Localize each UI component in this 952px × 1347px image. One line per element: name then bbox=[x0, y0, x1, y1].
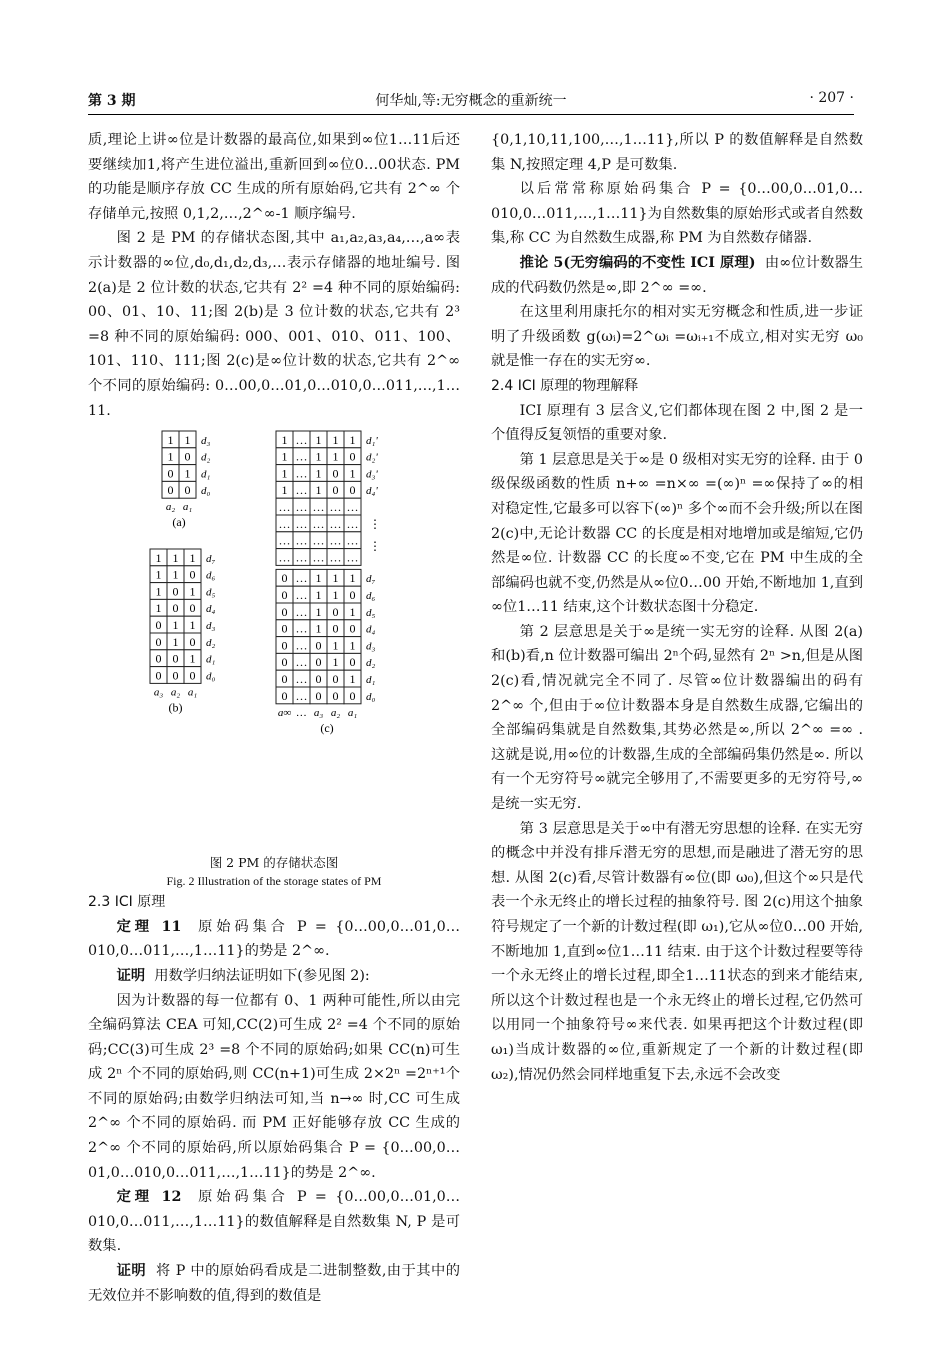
fig-c-cell-value: 0 bbox=[315, 688, 322, 703]
fig-b-cell-value: 0 bbox=[189, 668, 196, 683]
figure-2 bbox=[88, 427, 460, 852]
fig-c-cell-value: 1 bbox=[281, 483, 288, 498]
fig-c-cell-value: 1 bbox=[349, 638, 356, 653]
fig-c-dots-cell-value: … bbox=[329, 500, 342, 515]
issue-number: 第 3 期 bbox=[88, 93, 136, 109]
fig-c-cell-value: 0 bbox=[332, 483, 339, 498]
fig-c-dots-cell-value: … bbox=[329, 533, 342, 548]
fig-c-cell-value: 0 bbox=[349, 483, 356, 498]
fig-c-cell-value: 1 bbox=[349, 432, 356, 447]
paragraph: {0,1,10,11,100,…,1…11},所以 P 的数值解释是自然数集 N,按照定理 4,P 是可数集. bbox=[491, 132, 863, 173]
proof-text: 将 P 中的原始码看成是二进制整数,由于其中的无效位并不影响数的值,得到的数值是 bbox=[88, 1263, 461, 1304]
fig-c-cell-value: 0 bbox=[281, 621, 288, 636]
fig-c-dots-cell-value: … bbox=[278, 533, 291, 548]
fig-b-address: d₅ bbox=[206, 586, 216, 599]
fig-c-cell-value: … bbox=[295, 688, 308, 703]
page-number: · 207 · bbox=[809, 90, 854, 106]
fig-b-cell-value: 1 bbox=[155, 584, 162, 599]
fig-c-address: d₂ bbox=[366, 657, 376, 670]
paragraph: 图 2 是 PM 的存储状态图,其中 a₁,a₂,a₃,a₄,…,a∞表示计数器的∞位,d₀,d₁,d₂,d₃,…表示存储器的地址编号. 图 2(a)是 2 位计数的状态,它共有 2² =4 种不同的原始编码: 00、01、10、11;图 2(b)是 3 位计数的状态,它共有 2³ =8 种不同的原始编码: 000、001、010、011、100、101、110、111;图 2(c)是∞位计数的状态,它共有 2^∞ 个不同的原始编码: 0…00,0…01,0…010,0…011,…,1…11. bbox=[88, 230, 460, 419]
fig-c-address: d₇ bbox=[366, 573, 376, 586]
fig-c-cell-value: 1 bbox=[349, 672, 356, 687]
fig-c-address: d₃ bbox=[366, 640, 376, 653]
fig-b-cell-value: 1 bbox=[172, 567, 179, 582]
fig-c-cell-value: 1 bbox=[349, 466, 356, 481]
header-rule bbox=[88, 114, 854, 115]
fig-c-dots-cell-value: … bbox=[312, 533, 325, 548]
right-column bbox=[491, 128, 863, 1087]
fig-a-address: d₃ bbox=[201, 434, 211, 447]
fig-a-address: d₀ bbox=[201, 485, 211, 498]
fig-c-cell-value: 0 bbox=[281, 571, 288, 586]
fig-c-cell-value: 0 bbox=[332, 688, 339, 703]
fig-c-cell-value: 1 bbox=[315, 571, 322, 586]
fig-a-cell-value: 0 bbox=[184, 483, 191, 498]
fig-b-cell-value: 0 bbox=[155, 618, 162, 633]
storage-state-diagram bbox=[88, 427, 460, 852]
fig-c-dots-cell-value: … bbox=[295, 500, 308, 515]
theorem-text: 原始码集合 P = {0…00,0…01,0…010,0…011,…,1…11}的数值解释是自然数集 N, P 是可数集. bbox=[88, 1189, 461, 1255]
fig-b-address: d₇ bbox=[206, 552, 216, 565]
figure-caption: 图 2 PM 的存储状态图 bbox=[209, 855, 339, 871]
fig-c-dots-cell-value: … bbox=[312, 550, 325, 565]
fig-b-cell-value: 0 bbox=[189, 634, 196, 649]
paragraph: 第 3 层意思是关于∞中有潜无穷思想的诠释. 在实无穷的概念中并没有排斥潜无穷的思想,而是融进了潜无穷的思想. 从图 2(c)看,尽管计数器有∞位(即 ω₀),但这个∞只是代表一个永无终止的增长过程的抽象符号. 图 2(c)用这个抽象符号规定了一个新的计数过程(即 ω₁),它从∞位0…00 开始,不断地加 1,直到∞位1…11 结束. 由于这个计数过程要等待一个永无终止的增长过程,即全1…11状态的到来才能结束,所以这个计数过程也是一个永无终止的增长过程,它仍然可以用同一个抽象符号∞来代表. 如果再把这个计数过程(即 ω₁)当成计数器的∞位,重新规定了一个新的计数过程(即 ω₂),情况仍然会同样地重复下去,永远不会改变 bbox=[491, 820, 863, 1083]
fig-c-vertical-dots: ⋮ bbox=[369, 539, 381, 554]
proof-label: 证明 bbox=[116, 967, 146, 984]
paragraph: 质,理论上讲∞位是计数器的最高位,如果到∞位1…11后还要继续加1,将产生进位溢出,重新回到∞位0…00状态. PM 的功能是顺序存放 CC 生成的所有原始码,它共有 2^∞ 个存储单元,按照 0,1,2,…,2^∞-1 顺序编号. bbox=[88, 132, 460, 222]
proof bbox=[88, 1259, 460, 1308]
corollary-text: 由∞位计数器生成的代码数仍然是∞,即 2^∞ =∞. bbox=[491, 254, 863, 296]
fig-c-dots-cell-value: … bbox=[346, 533, 359, 548]
running-title: 何华灿,等:无穷概念的重新统一 bbox=[375, 93, 567, 109]
fig-b-cell-value: 1 bbox=[189, 618, 196, 633]
fig-c-cell-value: … bbox=[295, 571, 308, 586]
fig-b-cell-value: 1 bbox=[155, 567, 162, 582]
fig-b-address: d₆ bbox=[206, 569, 216, 582]
fig-b-cell-value: 0 bbox=[155, 668, 162, 683]
fig-c-address: d₂' bbox=[366, 451, 378, 464]
fig-b-cell-value: 0 bbox=[189, 567, 196, 582]
fig-c-cell-value: … bbox=[295, 604, 308, 619]
proof-label: 证明 bbox=[116, 1263, 147, 1280]
fig-c-address: d₁ bbox=[366, 674, 376, 687]
fig-c-cell-value: 1 bbox=[281, 432, 288, 447]
fig-b-cell-value: 1 bbox=[189, 651, 196, 666]
proof bbox=[88, 964, 460, 989]
fig-c-dots-cell-value: … bbox=[329, 516, 342, 531]
theorem-label: 定理 12 bbox=[116, 1189, 182, 1206]
fig-c-cell-value: 1 bbox=[332, 449, 339, 464]
proof-text: 用数学归纳法证明如下(参见图 2): bbox=[154, 967, 370, 984]
paragraph: 第 1 层意思是关于∞是 0 级相对实无穷的诠释. 由于 0 级保级函数的性质 n+∞ =n×∞ =(∞)ⁿ =∞保持了∞的相对稳定性,它最多可以容下(∞)ⁿ 多个∞而不会升级;所以在图 2(c)中,无论计数器 CC 的长度是相对地增加或是缩短,它仍然是∞位. 计数器 CC 的长度∞不变,它在 PM 中生成的全部编码也就不变,仍然是从∞位0…00 开始,不断地加 1,直到∞位1…11 结束,这个计数状态图十分稳定. bbox=[491, 451, 863, 616]
fig-c-dots-cell-value: … bbox=[278, 500, 291, 515]
fig-b-column-label: a₃ bbox=[153, 686, 164, 699]
fig-c-cell-value: 0 bbox=[349, 688, 356, 703]
fig-c-cell-value: 1 bbox=[332, 655, 339, 670]
fig-c-cell-value: … bbox=[295, 655, 308, 670]
fig-b-cell-value: 0 bbox=[172, 651, 179, 666]
fig-c-cell-value: 1 bbox=[332, 638, 339, 653]
paragraph: 在这里利用康托尔的相对实无穷概念和性质,进一步证明了升级函数 g(ωᵢ)=2^ωᵢ =ωᵢ₊₁不成立,相对实无穷 ω₀ 就是惟一存在的实无穷∞. bbox=[491, 304, 863, 370]
fig-c-dots-cell-value: … bbox=[295, 533, 308, 548]
fig-c-cell-value: 0 bbox=[281, 688, 288, 703]
fig-c-column-label: … bbox=[296, 706, 307, 719]
fig-c-cell-value: 0 bbox=[349, 449, 356, 464]
fig-b-cell-value: 1 bbox=[189, 584, 196, 599]
fig-c-column-label: a₂ bbox=[330, 706, 341, 719]
paragraph: 第 2 层意思是关于∞是统一实无穷的诠释. 从图 2(a)和(b)看,n 位计数器可编出 2ⁿ个码,显然有 2ⁿ >n,但是从图 2(c)看,情况就完全不同了. 尽管∞位计数器编出的码有 2^∞ 个,但由于∞位计数器本身是自然数生成器,它编出的全部编码集就是自然数集,其势必然是∞,所以 2^∞ =∞ . 这就是说,用∞位的计数器,生成的全部编码集仍然是∞. 所以有一个无穷符号∞就完全够用了,不需要更多的无穷符号,∞是统一实无穷. bbox=[491, 623, 863, 813]
fig-c-cell-value: 1 bbox=[315, 432, 322, 447]
fig-c-cell-value: 1 bbox=[315, 621, 322, 636]
fig-b-address: d₁ bbox=[206, 653, 216, 666]
fig-c-cell-value: 0 bbox=[281, 638, 288, 653]
fig-c-cell-value: 0 bbox=[315, 672, 322, 687]
fig-c-dots-cell-value: … bbox=[346, 516, 359, 531]
fig-b-cell-value: 0 bbox=[155, 651, 162, 666]
fig-c-dots-cell-value: … bbox=[295, 516, 308, 531]
fig-b-cell-value: 0 bbox=[189, 601, 196, 616]
fig-c-cell-value: 0 bbox=[332, 466, 339, 481]
fig-c-cell-value: 0 bbox=[281, 655, 288, 670]
fig-c-address: d₁' bbox=[366, 434, 378, 447]
fig-c-cell-value: 0 bbox=[349, 588, 356, 603]
fig-c-dots-cell-value: … bbox=[346, 500, 359, 515]
fig-c-cell-value: 1 bbox=[315, 449, 322, 464]
fig-b-column-label: a₁ bbox=[187, 686, 198, 699]
fig-c-dots-cell-value: … bbox=[312, 516, 325, 531]
fig-c-column-label: a∞ bbox=[277, 706, 292, 719]
fig-a-label: (a) bbox=[172, 515, 186, 530]
fig-c-cell-value: 0 bbox=[332, 621, 339, 636]
fig-c-cell-value: … bbox=[295, 588, 308, 603]
corollary-5 bbox=[491, 251, 863, 300]
fig-c-address: d₀ bbox=[366, 690, 376, 703]
fig-a-column-label: a₁ bbox=[182, 501, 193, 514]
fig-c-cell-value: 1 bbox=[332, 588, 339, 603]
fig-a-cell-value: 0 bbox=[184, 449, 191, 464]
fig-c-cell-value: … bbox=[295, 432, 308, 447]
fig-b-cell-value: 1 bbox=[172, 634, 179, 649]
corollary-label: 推论 5(无穷编码的不变性 ICI 原理) bbox=[519, 254, 756, 271]
running-header bbox=[88, 90, 854, 112]
fig-a-address: d₂ bbox=[201, 451, 211, 464]
paragraph: 因为计数器的每一位都有 0、1 两种可能性,所以由完全编码算法 CEA 可知,CC(2)可生成 2² =4 个不同的原始码;CC(3)可生成 2³ =8 个不同的原始码;如果 CC(n)可生成 2ⁿ 个不同的原始码,则 CC(n+1)可生成 2×2ⁿ =2ⁿ⁺¹个不同的原始码;由数学归纳法可知,当 n→∞ 时,CC 可生成 2^∞ 个不同的原始码. 而 PM 正好能够存放 CC 生成的 2^∞ 个不同的原始码,所以原始码集合 P = {0…00,0…01,0…010,0…011,…,1…11}的势是 2^∞. bbox=[88, 992, 460, 1181]
fig-c-cell-value: 0 bbox=[349, 655, 356, 670]
fig-b-cell-value: 1 bbox=[189, 550, 196, 565]
fig-a-cell-value: 0 bbox=[167, 483, 174, 498]
fig-b-address: d₃ bbox=[206, 620, 216, 633]
fig-b-column-label: a₂ bbox=[170, 686, 181, 699]
fig-c-address: d₆ bbox=[366, 590, 376, 603]
fig-c-cell-value: 0 bbox=[281, 672, 288, 687]
fig-c-address: d₃' bbox=[366, 468, 378, 481]
fig-a-address: d₁ bbox=[201, 468, 211, 481]
fig-b-cell-value: 0 bbox=[172, 601, 179, 616]
section-heading: 2.3 ICI 原理 bbox=[88, 894, 166, 911]
fig-a-column-label: a₂ bbox=[165, 501, 176, 514]
fig-c-label: (c) bbox=[320, 720, 334, 735]
fig-c-cell-value: 1 bbox=[315, 466, 322, 481]
fig-c-cell-value: 1 bbox=[349, 571, 356, 586]
fig-c-cell-value: 1 bbox=[315, 588, 322, 603]
fig-c-cell-value: 1 bbox=[315, 604, 322, 619]
fig-c-cell-value: 0 bbox=[332, 672, 339, 687]
fig-b-address: d₂ bbox=[206, 636, 216, 649]
fig-c-cell-value: … bbox=[295, 466, 308, 481]
fig-a-cell-value: 1 bbox=[184, 466, 191, 481]
fig-c-cell-value: 0 bbox=[315, 655, 322, 670]
fig-c-address: d₄ bbox=[366, 623, 376, 636]
fig-c-column-label: a₁ bbox=[347, 706, 358, 719]
fig-c-cell-value: 1 bbox=[349, 604, 356, 619]
fig-c-column-label: a₃ bbox=[313, 706, 324, 719]
fig-b-address: d₄ bbox=[206, 603, 216, 616]
left-column bbox=[88, 128, 460, 1308]
fig-c-dots-cell-value: … bbox=[312, 500, 325, 515]
fig-c-dots-cell-value: … bbox=[278, 550, 291, 565]
fig-a-cell-value: 0 bbox=[167, 466, 174, 481]
fig-c-cell-value: … bbox=[295, 483, 308, 498]
fig-b-label: (b) bbox=[168, 700, 183, 715]
paragraph: ICI 原理有 3 层含义,它们都体现在图 2 中,图 2 是一个值得反复领悟的重要对象. bbox=[491, 402, 863, 444]
fig-c-cell-value: 0 bbox=[349, 621, 356, 636]
section-heading: 2.4 ICI 原理的物理解释 bbox=[491, 377, 639, 394]
fig-c-address: d₄' bbox=[366, 485, 378, 498]
fig-c-cell-value: … bbox=[295, 672, 308, 687]
fig-c-cell-value: 0 bbox=[315, 638, 322, 653]
fig-c-cell-value: … bbox=[295, 638, 308, 653]
fig-c-cell-value: 1 bbox=[315, 483, 322, 498]
theorem-11 bbox=[88, 915, 460, 964]
theorem-label: 定理 11 bbox=[116, 918, 182, 935]
fig-a-cell-value: 1 bbox=[167, 449, 174, 464]
fig-c-cell-value: 1 bbox=[281, 449, 288, 464]
fig-b-cell-value: 0 bbox=[172, 584, 179, 599]
fig-c-address: d₅ bbox=[366, 606, 376, 619]
theorem-text: 原始码集合 P = {0…00,0…01,0…010,0…011,…,1…11}的势是 2^∞. bbox=[88, 918, 461, 960]
fig-c-cell-value: 1 bbox=[281, 466, 288, 481]
fig-c-dots-cell-value: … bbox=[329, 550, 342, 565]
fig-c-vertical-dots: ⋮ bbox=[369, 517, 381, 532]
fig-b-cell-value: 0 bbox=[172, 668, 179, 683]
fig-b-address: d₀ bbox=[206, 670, 216, 683]
fig-c-cell-value: 0 bbox=[281, 588, 288, 603]
fig-b-cell-value: 0 bbox=[155, 634, 162, 649]
fig-b-cell-value: 1 bbox=[172, 618, 179, 633]
fig-c-cell-value: 1 bbox=[332, 571, 339, 586]
fig-c-cell-value: 0 bbox=[332, 604, 339, 619]
fig-c-dots-cell-value: … bbox=[295, 550, 308, 565]
fig-c-cell-value: … bbox=[295, 449, 308, 464]
fig-b-cell-value: 1 bbox=[172, 550, 179, 565]
fig-c-cell-value: 1 bbox=[332, 432, 339, 447]
fig-b-cell-value: 1 bbox=[155, 601, 162, 616]
fig-c-cell-value: … bbox=[295, 621, 308, 636]
fig-c-cell-value: 0 bbox=[281, 604, 288, 619]
fig-c-dots-cell-value: … bbox=[346, 550, 359, 565]
fig-a-cell-value: 1 bbox=[167, 432, 174, 447]
figure-caption-en: Fig. 2 Illustration of the storage states of PM bbox=[166, 874, 382, 889]
fig-b-cell-value: 1 bbox=[155, 550, 162, 565]
paragraph: 以后常常称原始码集合 P = {0…00,0…01,0…010,0…011,…,1…11}为自然数集的原始形式或者自然数集,称 CC 为自然数生成器,称 PM 为自然数存储器. bbox=[491, 181, 863, 247]
fig-c-dots-cell-value: … bbox=[278, 516, 291, 531]
theorem-12 bbox=[88, 1185, 460, 1259]
fig-a-cell-value: 1 bbox=[184, 432, 191, 447]
